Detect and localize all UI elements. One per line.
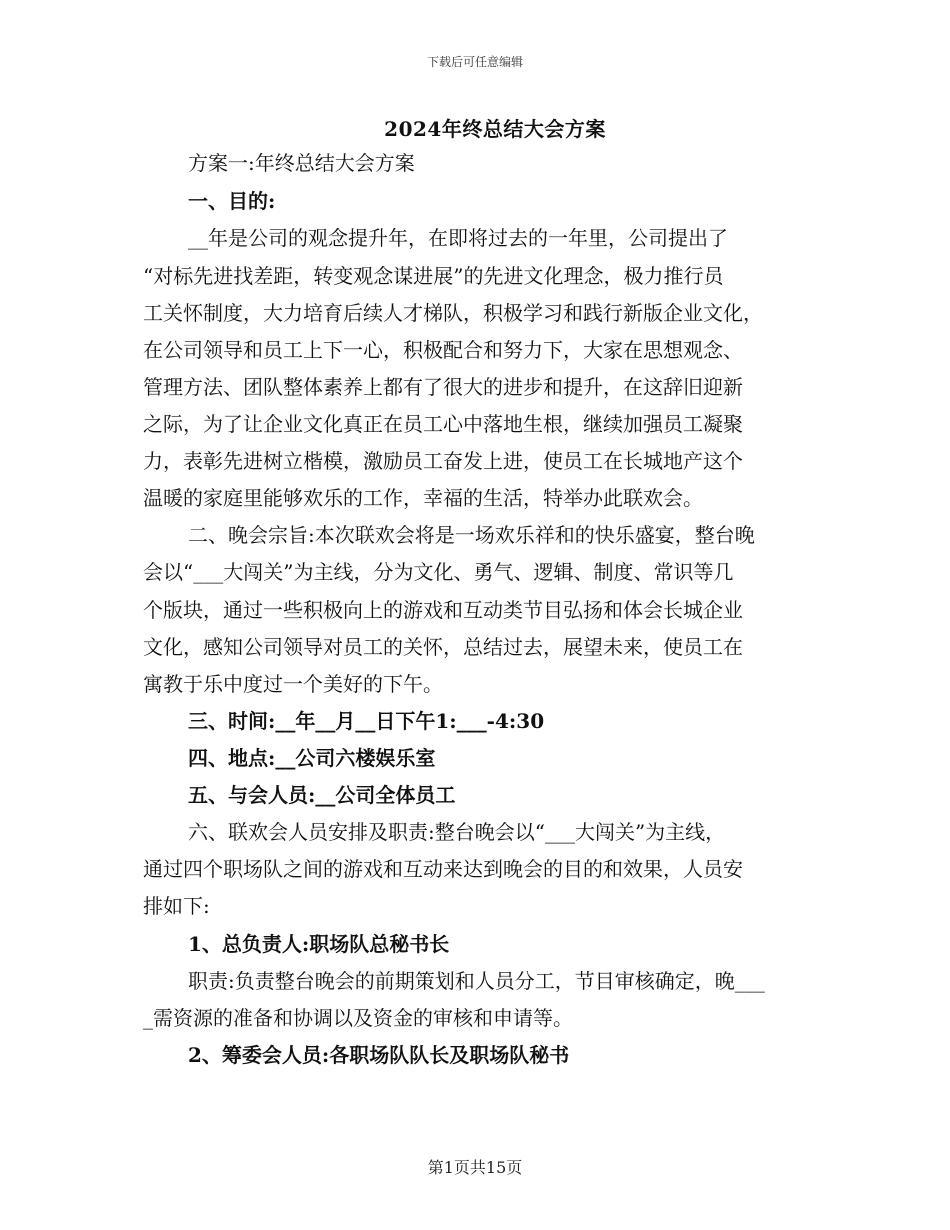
section-heading-attendees: 五、与会人员:__公司全体员工 <box>188 783 456 807</box>
paragraph-line: 六、联欢会人员安排及职责:整台晚会以“___大闯关”为主线， <box>188 820 726 844</box>
paragraph-line: 通过四个职场队之间的游戏和互动来达到晚会的目的和效果，人员安 <box>143 857 743 881</box>
paragraph-line: 管理方法、团队整体素养上都有了很大的进步和提升，在这辞旧迎新 <box>143 375 743 399</box>
paragraph-line: 之际，为了让企业文化真正在员工心中落地生根，继续加强员工凝聚 <box>143 412 743 436</box>
paragraph-line: 职责:负责整台晚会的前期策划和人员分工，节目审核确定，晚___ <box>188 969 765 993</box>
scheme-subtitle: 方案一:年终总结大会方案 <box>188 151 415 175</box>
paragraph-line: “对标先进找差距，转变观念谋进展”的先进文化理念，极力推行员 <box>143 264 724 288</box>
paragraph-line: 个版块，通过一些积极向上的游戏和互动类节目弘扬和体会长城企业 <box>143 598 743 622</box>
paragraph-line: 二、晚会宗旨:本次联欢会将是一场欢乐祥和的快乐盛宴，整台晚 <box>188 523 755 547</box>
header-note: 下载后可任意编辑 <box>426 55 523 69</box>
paragraph-line: 文化，感知公司领导对员工的关怀，总结过去，展望未来，使员工在 <box>143 635 743 659</box>
subheading-committee: 2、筹委会人员:各职场队队长及职场队秘书 <box>188 1043 570 1067</box>
paragraph-line: 会以“___大闯关”为主线，分为文化、勇气、逻辑、制度、常识等几 <box>143 560 734 584</box>
document-title: 2024年终总结大会方案 <box>384 117 606 141</box>
section-heading-location: 四、地点:__公司六楼娱乐室 <box>188 746 436 770</box>
paragraph-line: 在公司领导和员工上下一心，积极配合和努力下，大家在思想观念、 <box>143 338 743 362</box>
subheading-chief: 1、总负责人:职场队总秘书长 <box>188 932 450 956</box>
paragraph-line: _需资源的准备和协调以及资金的审核和申请等。 <box>143 1006 573 1030</box>
paragraph-line: __年是公司的观念提升年，在即将过去的一年里，公司提出了 <box>188 226 728 250</box>
section-heading-time: 三、时间:__年__月__日下午1:___-4:30 <box>188 709 545 733</box>
paragraph-line: 温暖的家庭里能够欢乐的工作，幸福的生活，特举办此联欢会。 <box>143 486 703 510</box>
paragraph-line: 力，表彰先进树立楷模，激励员工奋发上进，使员工在长城地产这个 <box>143 449 743 473</box>
paragraph-line: 寓教于乐中度过一个美好的下午。 <box>143 672 443 696</box>
paragraph-line: 工关怀制度，大力培育后续人才梯队，积极学习和践行新版企业文化， <box>143 301 763 325</box>
page-footer: 第1页共15页 <box>427 1158 523 1177</box>
section-heading-purpose: 一、目的: <box>188 189 276 213</box>
paragraph-line: 排如下: <box>143 894 210 918</box>
